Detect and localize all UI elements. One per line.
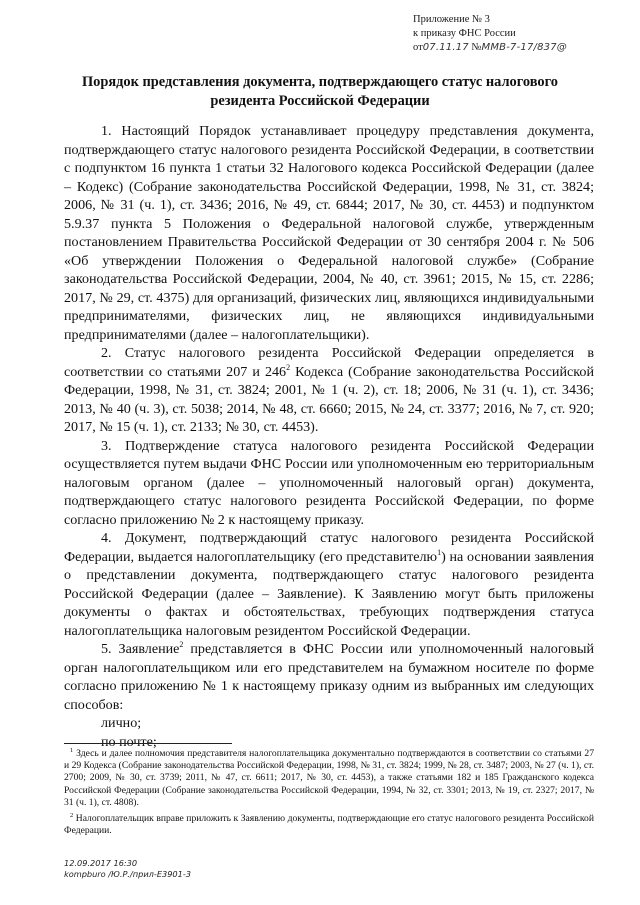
document-footer [64,858,191,880]
paragraph-4-text-a: 4. Документ, подтверждающий статус налогового резидента Российской Федерации, выдается налогоплательщику (его представителю [64,530,594,565]
paragraph-2-text-b: Кодекса (Собрание законодательства Российской Федерации, 1998, № 31, ст. 3824; 2001, № 1 (ч. 2), ст. 18; 2006, № 31 (ч. 1), ст. 3436; 2013, № 40 (ч. 3), ст. 5038; 2014, № 48, ст. 6660; 2015, № 24, ст. 3377; 2016, № 7, ст. 920; 2017, № 15 (ч. 1), ст. 2133; № 30, ст. 4453). [64,363,594,435]
footnote-ref-2: 2 [179,640,184,649]
footnote-2 [64,813,594,837]
annex-line-2: к приказу ФНС России [413,28,516,39]
annex-header [413,13,567,55]
method-item-by-post: по почте; [101,733,157,750]
paragraph-2-superscript: 2 [286,362,291,372]
footnote-ref-1: 1 [437,547,442,557]
footnotes [64,748,594,841]
paragraph-4-text-b: ) на основании заявления о представлении документа, подтверждающего статус налогового резидента Российской Федерации (далее – Заявление). К Заявлению могут быть приложены документы о фактах и обстоятельствах, требующих подтверждения статуса налогоплательщика налоговым резидентом Российской Федерации. [64,548,594,639]
annex-number-prefix: № [471,42,482,53]
method-item-in-person: лично; [101,715,142,731]
handwritten-date: 07.11.17 [422,42,469,53]
title-line-1: Порядок представления документа, подтверждающего статус налогового [81,74,559,90]
footnote-2-number: 2 [70,812,74,820]
paragraph-5 [64,640,594,714]
paragraph-5-text-b: представляется в ФНС России или уполномоченный налоговый орган налогоплательщиком или его представителем на бумажном носителе по форме согласно приложению № 1 к настоящему приказу одним из выбранных им следующих способов: [64,641,594,713]
footnote-separator [64,743,232,744]
footnote-1 [64,748,594,809]
document-title [70,73,570,111]
footnote-1-number: 1 [70,747,74,754]
paragraph-1: 1. Настоящий Порядок устанавливает процедуру представления документа, подтверждающего статус налогового резидента Российской Федерации, в соответствии с подпунктом 16 пункта 1 статьи 32 Налогового кодекса Российской Федерации (далее – Кодекс) (Собрание законодательства Российской Федерации, 1998, № 31, ст. 3824; 2006, № 31 (ч. 1), ст. 3436; 2016, № 49, ст. 6844; 2017, № 30, ст. 4453) и подпунктом 5.9.37 пункта 5 Положения о Федеральной налоговой службе, утвержденным постановлением Правительства Российской Федерации от 30 сентября 2004 г. № 506 «Об утверждении Положения о Федеральной налоговой службе» (Собрание законодательства Российской Федерации, 2004, № 40, ст. 3961; 2015, № 15, ст. 2286; 2017, № 29, ст. 4375) для организаций, физических лиц, являющихся индивидуальными предпринимателями, физических лиц, не являющихся индивидуальными предпринимателями (далее – налогоплательщики). [64,123,594,343]
footnote-1-text: Здесь и далее полномочия представителя налогоплательщика документально подтверждаются в соответствии со статьями 27 и 29 Кодекса (Собрание законодательства Российской Федерации, 1998, № 31, ст. 3824; 1999, № 28, ст. 3487; 2003, № 27 (ч. 1), ст. 2700; 2009, № 30, ст. 3739; 2011, № 47, ст. 6611; 2017, № 30, ст. 4453), а также статьями 182 и 185 Гражданского кодекса Российской Федерации (Собрание законодательства Российской Федерации, 1994, № 32, ст. 3301; 2013, № 19, ст. 2327; 2017, № 31 (ч. 1), ст. 4808). [64,748,594,808]
paragraph-3: 3. Подтверждение статуса налогового резидента Российской Федерации осуществляется путем выдачи ФНС России или уполномоченным ею территориальным налоговым органом (далее – уполномоченный налоговый орган) документа, подтверждающего статус налогового резидента Российской Федерации, по форме согласно приложению № 2 к настоящему приказу. [64,437,594,528]
footer-file-path: kompburo /Ю.Р./прил-Е3901-3 [64,869,192,879]
annex-date-prefix: от [413,42,423,53]
paragraph-5-text-a: 5. Заявление [101,641,180,657]
paragraph-4 [64,529,594,640]
paragraph-2-text-a: 2. Статус налогового резидента Российской Федерации определяется в соответствии со статьями 207 и 246 [64,345,594,380]
annex-line-1: Приложение № 3 [413,14,490,25]
footnote-2-text: Налогоплательщик вправе приложить к Заявлению документы, подтверждающие его статус налогового резидента Российской Федерации. [64,813,594,837]
annex-line-3 [413,41,567,55]
footer-timestamp: 12.09.2017 16:30 [64,858,138,868]
paragraph-2 [64,344,594,437]
document-body [64,122,594,751]
title-line-2: резидента Российской Федерации [210,93,430,109]
handwritten-order-number: ММВ-7-17/837@ [481,42,567,53]
